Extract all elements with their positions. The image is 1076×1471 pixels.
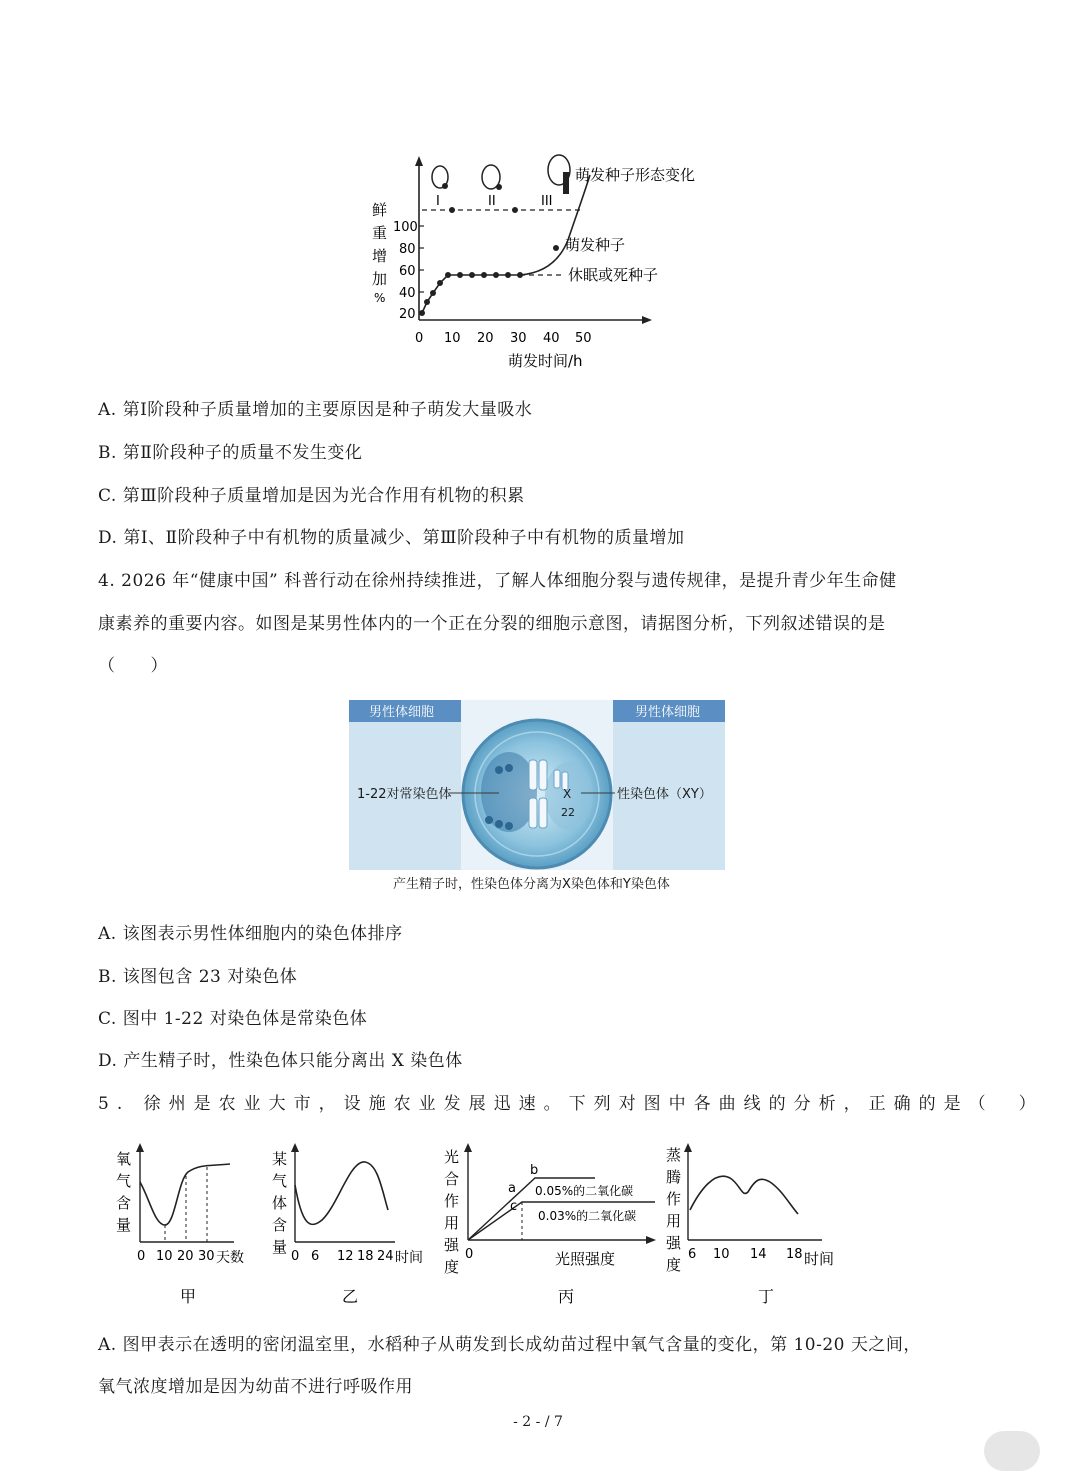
jia-ylabel-0: 氧 — [116, 1150, 132, 1168]
q4-stem-line2: 康素养的重要内容。如图是某男性体内的一个正在分裂的细胞示意图，请据图分析，下列叙述错误的是 — [98, 614, 886, 634]
bing-point-c: c — [510, 1199, 518, 1214]
jia-xtick-0: 0 — [137, 1249, 146, 1264]
yi-ylabel-4: 量 — [272, 1238, 288, 1256]
q4-stem-line3: （ ） — [98, 656, 168, 676]
fig1-ytick-40: 40 — [399, 286, 416, 301]
ding-ylabel-4: 强 — [666, 1234, 682, 1252]
fig1-xtick-20: 20 — [477, 331, 494, 346]
ding-xlabel: 时间 — [804, 1250, 835, 1268]
jia-ylabel-1: 气 — [116, 1172, 132, 1190]
page-number: - 2 - / 7 — [513, 1414, 563, 1430]
ding-ylabel-3: 用 — [666, 1212, 682, 1230]
q5-option-a-line1: A. 图甲表示在透明的密闭温室里，水稻种子从萌发到长成幼苗过程中氧气含量的变化，第 10-20 天之间， — [98, 1335, 921, 1355]
bing-line-low: 0.03%的二氧化碳 — [538, 1209, 637, 1223]
yi-xtick-18: 18 — [357, 1249, 374, 1264]
fig1-xlabel: 萌发时间/h — [508, 352, 583, 370]
yi-xtick-0: 0 — [291, 1249, 300, 1264]
q4-option-d: D. 产生精子时，性染色体只能分离出 X 染色体 — [98, 1051, 463, 1071]
q3-option-d: D. 第Ⅰ、Ⅱ阶段种子中有机物的质量减少、第Ⅲ阶段种子中有机物的质量增加 — [98, 528, 685, 548]
jia-name: 甲 — [180, 1287, 197, 1306]
bing-ylabel-5: 度 — [444, 1258, 460, 1276]
yi-xtick-6: 6 — [311, 1249, 320, 1264]
bing-xlabel: 光照强度 — [555, 1250, 616, 1268]
q4-option-c: C. 图中 1-22 对染色体是常染色体 — [98, 1009, 368, 1029]
fig1-xtick-40: 40 — [543, 331, 560, 346]
ding-ylabel-0: 蒸 — [666, 1146, 682, 1164]
jia-xtick-10: 10 — [156, 1249, 173, 1264]
four-curves-figure — [110, 1140, 870, 1310]
fig1-ytick-80: 80 — [399, 242, 416, 257]
bing-ylabel-4: 强 — [444, 1236, 460, 1254]
q5-stem: 5. 徐州是农业大市，设施农业发展迅速。下列对图中各曲线的分析，正确的是（ ） — [98, 1094, 1044, 1114]
fig2-header-right: 男性体细胞 — [635, 705, 701, 720]
jia-ylabel-2: 含 — [116, 1194, 132, 1212]
bing-ylabel-1: 合 — [444, 1170, 460, 1188]
yi-ylabel-1: 气 — [272, 1172, 288, 1190]
bing-point-b: b — [530, 1163, 539, 1178]
q4-option-b: B. 该图包含 23 对染色体 — [98, 967, 298, 987]
yi-ylabel-2: 体 — [272, 1194, 288, 1212]
fig1-xtick-10: 10 — [444, 331, 461, 346]
ding-xtick-18: 18 — [786, 1247, 803, 1262]
bing-ylabel-0: 光 — [444, 1148, 460, 1166]
chart-yi — [272, 1143, 423, 1306]
q3-option-c: C. 第Ⅲ阶段种子质量增加是因为光合作用有机物的积累 — [98, 486, 525, 506]
fig2-caption: 产生精子时，性染色体分离为X染色体和Y染色体 — [393, 877, 670, 892]
corner-badge — [984, 1431, 1040, 1471]
yi-xtick-12: 12 — [337, 1249, 354, 1264]
q4-stem-line1: 4. 2026 年“健康中国” 科普行动在徐州持续推进，了解人体细胞分裂与遗传规律，是提升青少年生命健 — [98, 571, 897, 591]
fig1-ylabel-3: 加 — [372, 270, 388, 288]
ding-ylabel-5: 度 — [666, 1256, 682, 1274]
bing-xtick-0: 0 — [465, 1247, 474, 1262]
chart-bing — [444, 1143, 656, 1306]
bing-name: 丙 — [558, 1287, 575, 1306]
fig2-header-left: 男性体细胞 — [369, 705, 435, 720]
yi-ylabel-0: 某 — [272, 1150, 288, 1168]
fig1-ytick-100: 100 — [393, 220, 418, 235]
ding-ylabel-2: 作 — [666, 1190, 682, 1208]
fig1-ann-germ: 萌发种子 — [565, 236, 626, 254]
ding-xtick-14: 14 — [750, 1247, 767, 1262]
fig1-xtick-0: 0 — [415, 331, 424, 346]
fig1-ylabel-4: % — [374, 291, 386, 305]
chart-ding — [666, 1143, 834, 1306]
jia-xtick-20: 20 — [177, 1249, 194, 1264]
fig2-label-right: 性染色体（XY） — [617, 787, 712, 802]
fig1-stage-3: III — [541, 194, 553, 209]
fig1-ylabel-0: 鲜 — [372, 201, 388, 219]
fig1-ann-dormant: 休眠或死种子 — [568, 266, 659, 284]
q3-option-a: A. 第Ⅰ阶段种子质量增加的主要原因是种子萌发大量吸水 — [98, 400, 533, 420]
fig1-ytick-20: 20 — [399, 307, 416, 322]
jia-xtick-30: 30 — [198, 1249, 215, 1264]
yi-name: 乙 — [342, 1287, 359, 1306]
fig1-ylabel-1: 重 — [372, 224, 388, 242]
jia-xlabel: 天数 — [216, 1250, 244, 1266]
yi-xtick-24: 24 — [377, 1249, 394, 1264]
jia-ylabel-3: 量 — [116, 1216, 132, 1234]
fig1-stage-1: I — [436, 194, 440, 209]
fig2-label-left: 1-22对常染色体 — [357, 787, 452, 802]
seed-weight-chart — [360, 150, 720, 375]
bing-line-high: 0.05%的二氧化碳 — [535, 1184, 634, 1198]
bing-ylabel-2: 作 — [444, 1192, 460, 1210]
q4-option-a: A. 该图表示男性体细胞内的染色体排序 — [98, 924, 403, 944]
fig1-ylabel-2: 增 — [372, 247, 388, 265]
fig1-xtick-50: 50 — [575, 331, 592, 346]
ding-xtick-6: 6 — [688, 1247, 697, 1262]
fig1-ann-morph: 萌发种子形态变化 — [575, 166, 696, 184]
male-cell-figure — [349, 700, 725, 896]
bing-point-a: a — [508, 1181, 516, 1196]
q3-option-b: B. 第Ⅱ阶段种子的质量不发生变化 — [98, 443, 363, 463]
chart-jia — [116, 1143, 244, 1306]
fig1-stage-2: II — [488, 194, 496, 209]
fig2-x-mark: X — [563, 787, 572, 801]
ding-ylabel-1: 腾 — [666, 1168, 682, 1186]
ding-name: 丁 — [758, 1287, 775, 1306]
fig1-ytick-60: 60 — [399, 264, 416, 279]
yi-xlabel: 时间 — [395, 1250, 423, 1266]
bing-ylabel-3: 用 — [444, 1214, 460, 1232]
yi-ylabel-3: 含 — [272, 1216, 288, 1234]
fig2-22-mark: 22 — [561, 806, 575, 819]
ding-xtick-10: 10 — [713, 1247, 730, 1262]
fig1-xtick-30: 30 — [510, 331, 527, 346]
q5-option-a-line2: 氧气浓度增加是因为幼苗不进行呼吸作用 — [98, 1377, 413, 1397]
